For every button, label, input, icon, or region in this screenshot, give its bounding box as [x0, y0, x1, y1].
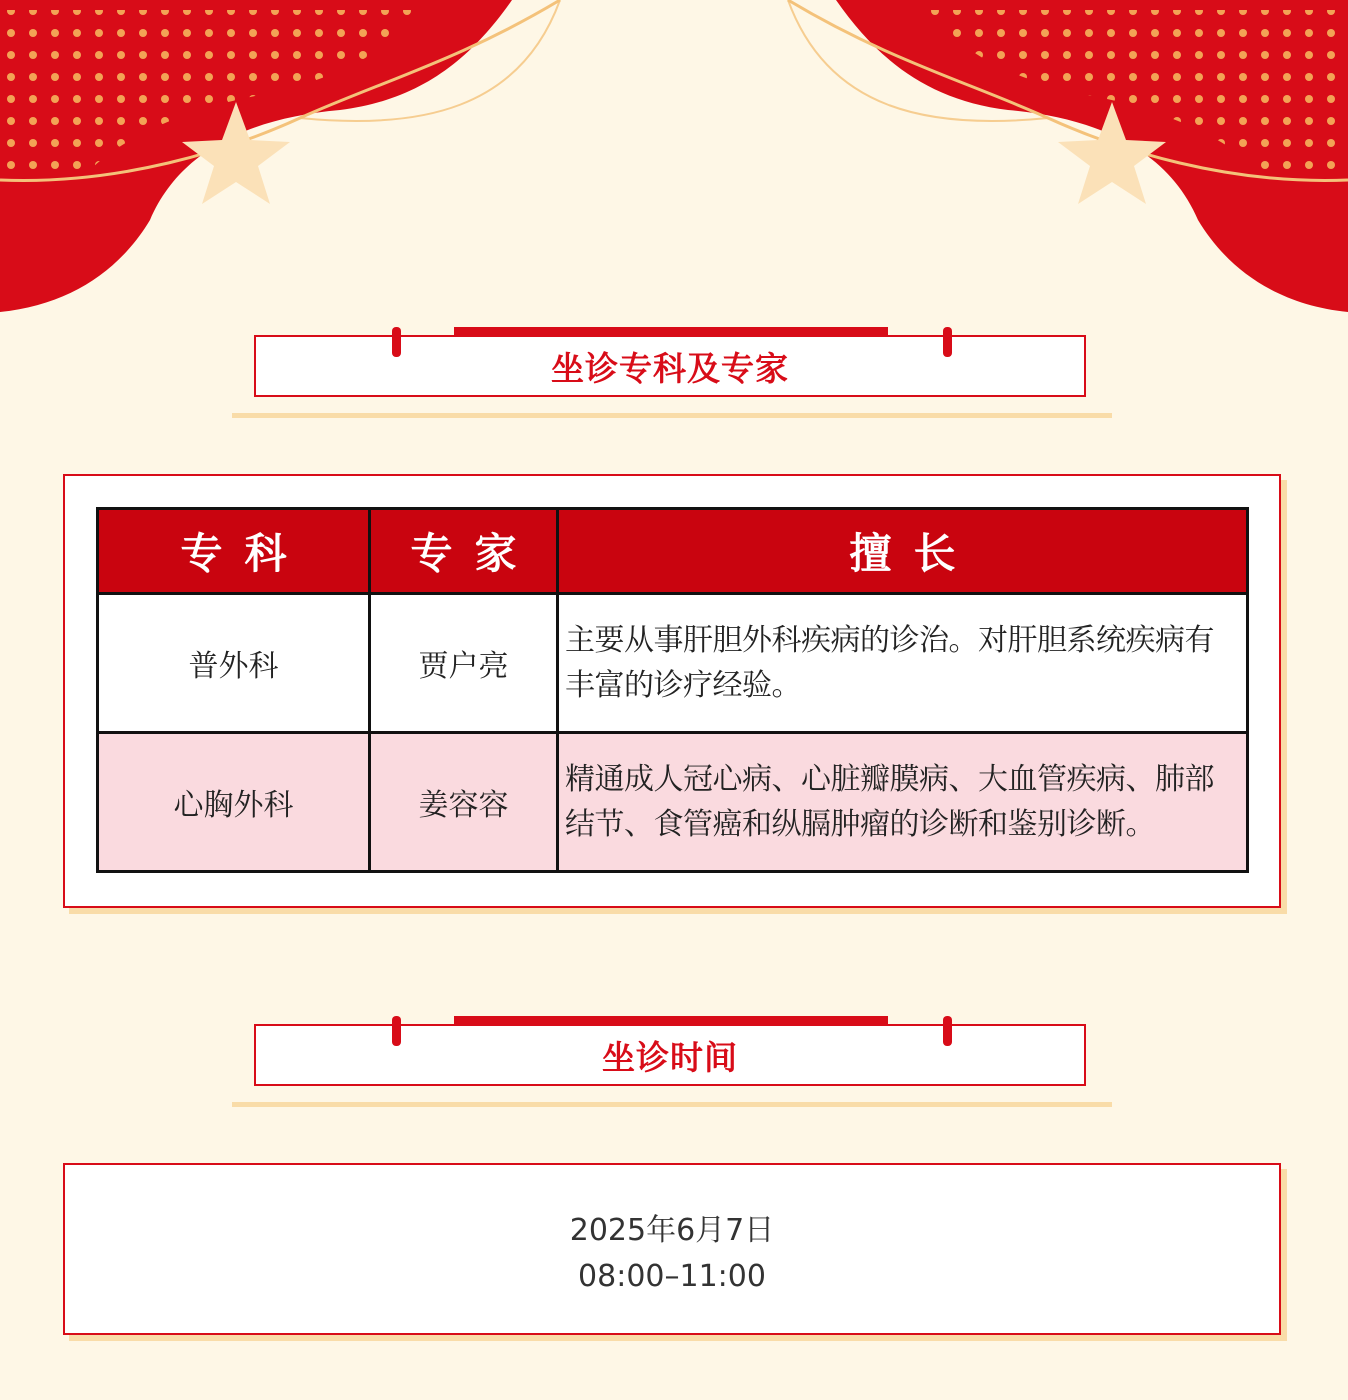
dept-cell: 普外科 — [98, 594, 370, 733]
section-title: 坐诊时间 — [602, 1037, 738, 1077]
section-header-experts — [232, 327, 1112, 423]
dept-cell: 心胸外科 — [98, 733, 370, 872]
experts-table — [96, 507, 1249, 873]
curtain-banner — [0, 0, 1348, 320]
header-expert: 专家 — [370, 509, 558, 594]
specialty-cell: 主要从事肝胆外科疾病的诊治。对肝胆系统疾病有丰富的诊疗经验。 — [558, 594, 1248, 733]
header-dept: 专科 — [98, 509, 370, 594]
header-specialty: 擅长 — [558, 509, 1248, 594]
experts-card — [63, 474, 1281, 908]
table-header-row — [98, 509, 1248, 594]
section-title: 坐诊专科及专家 — [551, 348, 789, 388]
schedule-date: 2025年6月7日 — [569, 1213, 775, 1248]
schedule-time: 08:00–11:00 — [578, 1259, 766, 1294]
table-row — [98, 733, 1248, 872]
expert-cell: 贾户亮 — [370, 594, 558, 733]
schedule-card — [63, 1163, 1281, 1335]
section-header-time — [232, 1016, 1112, 1112]
expert-cell: 姜容容 — [370, 733, 558, 872]
specialty-cell: 精通成人冠心病、心脏瓣膜病、大血管疾病、肺部结节、食管癌和纵膈肿瘤的诊断和鉴别诊断。 — [558, 733, 1248, 872]
table-row — [98, 594, 1248, 733]
